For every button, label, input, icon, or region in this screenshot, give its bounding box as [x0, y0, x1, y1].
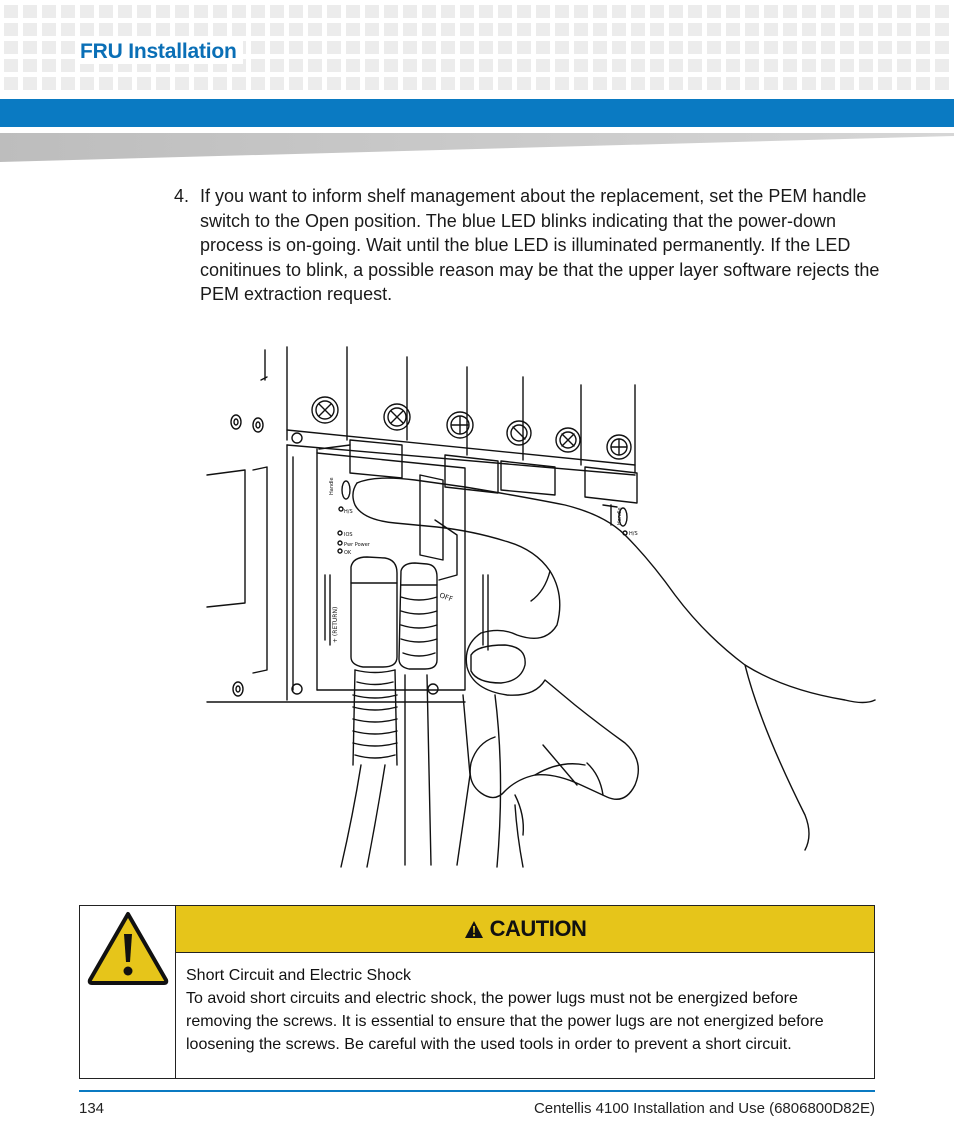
- pattern-square: [99, 23, 113, 36]
- pattern-square: [498, 23, 512, 36]
- header-gray-wedge: [0, 130, 954, 164]
- pattern-square: [270, 59, 284, 72]
- pattern-square: [840, 59, 854, 72]
- pattern-square: [935, 23, 949, 36]
- pattern-square: [61, 77, 75, 90]
- pattern-square: [327, 59, 341, 72]
- pattern-square: [422, 5, 436, 18]
- pattern-square: [555, 5, 569, 18]
- pattern-square: [536, 59, 550, 72]
- pattern-square: [517, 23, 531, 36]
- pattern-square: [346, 41, 360, 54]
- pattern-square: [707, 77, 721, 90]
- footer-rule: [79, 1090, 875, 1092]
- pattern-square: [441, 23, 455, 36]
- pattern-square: [23, 59, 37, 72]
- pattern-square: [23, 77, 37, 90]
- pattern-square: [4, 41, 18, 54]
- pattern-square: [384, 41, 398, 54]
- pattern-square: [935, 77, 949, 90]
- pattern-square: [574, 5, 588, 18]
- pattern-square: [346, 5, 360, 18]
- pattern-square: [897, 41, 911, 54]
- pattern-square: [536, 77, 550, 90]
- pattern-square: [327, 5, 341, 18]
- pattern-square: [175, 23, 189, 36]
- caution-icon-cell: [80, 906, 176, 1078]
- pattern-square: [859, 77, 873, 90]
- pattern-square: [650, 59, 664, 72]
- pattern-square: [612, 23, 626, 36]
- pattern-square: [327, 41, 341, 54]
- pattern-square: [365, 23, 379, 36]
- pattern-square: [498, 5, 512, 18]
- pattern-square: [631, 23, 645, 36]
- document-title: Centellis 4100 Installation and Use (6806800D82E): [533, 1100, 875, 1117]
- pattern-square: [688, 41, 702, 54]
- pattern-square: [897, 23, 911, 36]
- pattern-square: [194, 23, 208, 36]
- pattern-square: [384, 59, 398, 72]
- pattern-square: [916, 77, 930, 90]
- pattern-square: [878, 5, 892, 18]
- pattern-square: [308, 77, 322, 90]
- ok-label: OK: [344, 550, 352, 556]
- pattern-square: [897, 5, 911, 18]
- pattern-square: [726, 41, 740, 54]
- pattern-square: [327, 77, 341, 90]
- pattern-square: [764, 77, 778, 90]
- pattern-square: [840, 41, 854, 54]
- pattern-square: [726, 77, 740, 90]
- pattern-square: [4, 5, 18, 18]
- caution-text: To avoid short circuits and electric shock, the power lugs must not be energized before removing the screws. It is essential to ensure that the power lugs are not energized before loosening the screws. Be careful with the used tools in order to prevent a short circuit.: [186, 990, 824, 1053]
- pattern-square: [479, 41, 493, 54]
- pattern-square: [783, 5, 797, 18]
- pattern-square: [612, 77, 626, 90]
- pattern-square: [498, 59, 512, 72]
- step-text: If you want to inform shelf management about the replacement, set the PEM handle switch to the Open position. The blue LED blinks indicating that the power-down process is on-going. Wait until the blue LED is illuminated permanently. If the LED conitinues to blink, a possible reason may be that the upper layer software rejects the PEM extraction request.: [200, 186, 880, 305]
- pattern-square: [669, 59, 683, 72]
- pattern-square: [574, 41, 588, 54]
- pattern-square: [878, 59, 892, 72]
- pattern-square: [783, 41, 797, 54]
- pattern-square: [42, 23, 56, 36]
- pattern-square: [479, 59, 493, 72]
- pem-handle-illustration: [205, 345, 877, 870]
- pattern-square: [821, 77, 835, 90]
- pattern-square: [650, 23, 664, 36]
- pattern-square: [365, 41, 379, 54]
- pattern-square: [897, 59, 911, 72]
- pattern-square: [251, 41, 265, 54]
- pattern-square: [23, 41, 37, 54]
- pattern-square: [517, 59, 531, 72]
- pattern-square: [422, 23, 436, 36]
- pattern-square: [555, 23, 569, 36]
- pattern-square: [308, 5, 322, 18]
- caution-body: [186, 964, 866, 1056]
- pattern-square: [441, 41, 455, 54]
- pattern-square: [23, 23, 37, 36]
- pattern-square: [289, 77, 303, 90]
- warning-triangle-icon: [86, 910, 170, 986]
- pattern-square: [650, 77, 664, 90]
- pattern-square: [669, 5, 683, 18]
- pattern-square: [80, 5, 94, 18]
- pattern-square: [878, 41, 892, 54]
- pattern-square: [935, 5, 949, 18]
- pattern-square: [251, 77, 265, 90]
- pattern-square: [916, 59, 930, 72]
- pattern-square: [460, 5, 474, 18]
- pattern-square: [802, 41, 816, 54]
- pattern-square: [384, 5, 398, 18]
- pattern-square: [707, 41, 721, 54]
- pattern-square: [460, 41, 474, 54]
- pattern-square: [859, 59, 873, 72]
- pattern-square: [536, 23, 550, 36]
- pattern-square: [175, 77, 189, 90]
- handle-label: Handle: [329, 477, 335, 495]
- pattern-square: [194, 77, 208, 90]
- pattern-square: [764, 5, 778, 18]
- pattern-square: [441, 77, 455, 90]
- pattern-square: [897, 77, 911, 90]
- pattern-square: [99, 77, 113, 90]
- pattern-square: [726, 59, 740, 72]
- hs-label: H/S: [344, 509, 353, 515]
- caution-notice: [79, 905, 875, 1079]
- pattern-square: [707, 59, 721, 72]
- pattern-square: [403, 5, 417, 18]
- pattern-square: [745, 59, 759, 72]
- pattern-square: [346, 59, 360, 72]
- pattern-square: [327, 23, 341, 36]
- pattern-square: [669, 41, 683, 54]
- pattern-square: [460, 59, 474, 72]
- pattern-square: [118, 23, 132, 36]
- pattern-square: [232, 23, 246, 36]
- pattern-square: [194, 5, 208, 18]
- pattern-square: [156, 5, 170, 18]
- pattern-square: [878, 77, 892, 90]
- pattern-square: [251, 23, 265, 36]
- pattern-square: [403, 77, 417, 90]
- pattern-square: [175, 5, 189, 18]
- pattern-square: [479, 77, 493, 90]
- return-label: + (RETURN): [332, 606, 339, 643]
- pattern-square: [821, 59, 835, 72]
- pattern-square: [61, 5, 75, 18]
- pattern-square: [669, 77, 683, 90]
- pattern-square: [764, 23, 778, 36]
- pattern-square: [422, 41, 436, 54]
- pattern-square: [555, 77, 569, 90]
- caution-banner: [176, 906, 874, 953]
- pattern-square: [555, 59, 569, 72]
- pattern-square: [593, 77, 607, 90]
- pattern-square: [745, 23, 759, 36]
- pattern-square: [42, 41, 56, 54]
- pattern-square: [593, 23, 607, 36]
- pattern-square: [422, 59, 436, 72]
- page-number: 134: [79, 1100, 105, 1117]
- pattern-square: [308, 23, 322, 36]
- pattern-square: [840, 77, 854, 90]
- pattern-square: [802, 5, 816, 18]
- pattern-square: [42, 59, 56, 72]
- pattern-square: [821, 23, 835, 36]
- pattern-square: [593, 59, 607, 72]
- pattern-square: [612, 41, 626, 54]
- pattern-square: [61, 59, 75, 72]
- pattern-square: [916, 41, 930, 54]
- pattern-square: [346, 77, 360, 90]
- pattern-square: [137, 23, 151, 36]
- handle-label-right: Handle: [617, 507, 623, 525]
- pattern-square: [840, 5, 854, 18]
- pattern-square: [593, 5, 607, 18]
- header-blue-bar: [0, 99, 954, 127]
- step-item: [174, 184, 884, 307]
- pattern-square: [479, 5, 493, 18]
- pattern-square: [441, 59, 455, 72]
- hs-label-right: H/S: [629, 531, 638, 537]
- pattern-square: [726, 23, 740, 36]
- pattern-square: [213, 5, 227, 18]
- pattern-square: [517, 5, 531, 18]
- pattern-square: [498, 77, 512, 90]
- pattern-square: [308, 41, 322, 54]
- pattern-square: [270, 5, 284, 18]
- pattern-square: [498, 41, 512, 54]
- pattern-square: [574, 59, 588, 72]
- pattern-square: [308, 59, 322, 72]
- pattern-square: [61, 41, 75, 54]
- section-title: FRU Installation: [78, 40, 243, 64]
- caution-small-triangle-icon: [464, 920, 484, 939]
- pattern-square: [650, 41, 664, 54]
- pattern-square: [99, 5, 113, 18]
- pattern-square: [631, 77, 645, 90]
- pattern-square: [42, 5, 56, 18]
- pattern-square: [555, 41, 569, 54]
- pattern-square: [612, 59, 626, 72]
- pattern-square: [156, 77, 170, 90]
- pattern-square: [935, 41, 949, 54]
- pattern-square: [688, 5, 702, 18]
- pattern-square: [365, 77, 379, 90]
- pattern-square: [707, 5, 721, 18]
- pattern-square: [118, 5, 132, 18]
- pattern-square: [61, 23, 75, 36]
- pattern-square: [517, 77, 531, 90]
- pattern-square: [289, 5, 303, 18]
- pattern-square: [574, 77, 588, 90]
- pattern-square: [441, 5, 455, 18]
- pattern-square: [365, 59, 379, 72]
- pattern-square: [80, 23, 94, 36]
- pattern-square: [536, 5, 550, 18]
- pattern-square: [745, 5, 759, 18]
- pattern-square: [346, 23, 360, 36]
- pattern-square: [289, 23, 303, 36]
- pattern-square: [137, 77, 151, 90]
- pattern-square: [935, 59, 949, 72]
- pattern-square: [422, 77, 436, 90]
- pattern-square: [460, 77, 474, 90]
- pattern-square: [916, 5, 930, 18]
- pattern-square: [4, 77, 18, 90]
- pattern-square: [4, 23, 18, 36]
- pattern-square: [403, 59, 417, 72]
- pattern-square: [688, 77, 702, 90]
- pattern-square: [840, 23, 854, 36]
- pattern-square: [42, 77, 56, 90]
- caution-label: CAUTION: [489, 916, 587, 941]
- pwr-label: Pwr Power: [344, 542, 370, 548]
- pattern-square: [384, 23, 398, 36]
- pattern-square: [270, 41, 284, 54]
- pattern-square: [859, 5, 873, 18]
- pattern-square: [289, 59, 303, 72]
- pattern-square: [859, 41, 873, 54]
- pattern-square: [213, 23, 227, 36]
- pattern-square: [688, 59, 702, 72]
- pattern-square: [764, 59, 778, 72]
- pattern-square: [688, 23, 702, 36]
- pattern-square: [479, 23, 493, 36]
- pattern-square: [821, 5, 835, 18]
- pattern-square: [916, 23, 930, 36]
- pattern-square: [289, 41, 303, 54]
- pattern-square: [859, 23, 873, 36]
- pattern-square: [460, 23, 474, 36]
- pattern-square: [783, 59, 797, 72]
- pattern-square: [802, 77, 816, 90]
- pattern-square: [137, 5, 151, 18]
- pattern-square: [4, 59, 18, 72]
- off-label: OFF: [438, 591, 454, 604]
- pattern-square: [365, 5, 379, 18]
- pattern-square: [232, 77, 246, 90]
- pattern-square: [631, 59, 645, 72]
- step-number: 4.: [174, 186, 190, 206]
- pattern-square: [403, 41, 417, 54]
- pattern-square: [726, 5, 740, 18]
- pattern-square: [251, 59, 265, 72]
- pattern-square: [213, 77, 227, 90]
- pattern-square: [574, 23, 588, 36]
- pattern-square: [707, 23, 721, 36]
- caution-heading: Short Circuit and Electric Shock: [186, 967, 411, 984]
- pattern-square: [631, 5, 645, 18]
- pattern-square: [23, 5, 37, 18]
- pattern-square: [650, 5, 664, 18]
- pattern-square: [80, 77, 94, 90]
- pattern-square: [669, 23, 683, 36]
- pattern-square: [156, 23, 170, 36]
- pattern-square: [232, 5, 246, 18]
- pattern-square: [745, 77, 759, 90]
- pattern-square: [251, 5, 265, 18]
- ios-label: IOS: [344, 532, 353, 538]
- pattern-square: [802, 59, 816, 72]
- pattern-square: [270, 77, 284, 90]
- pattern-square: [403, 23, 417, 36]
- pattern-square: [764, 41, 778, 54]
- pattern-square: [270, 23, 284, 36]
- pattern-square: [631, 41, 645, 54]
- pattern-square: [593, 41, 607, 54]
- pattern-square: [878, 23, 892, 36]
- pattern-square: [612, 5, 626, 18]
- pattern-square: [783, 23, 797, 36]
- pattern-square: [802, 23, 816, 36]
- pattern-square: [821, 41, 835, 54]
- pattern-square: [517, 41, 531, 54]
- pattern-square: [384, 77, 398, 90]
- pattern-square: [536, 41, 550, 54]
- pattern-square: [118, 77, 132, 90]
- screw-icon: [312, 397, 631, 459]
- pattern-square: [783, 77, 797, 90]
- pattern-square: [745, 41, 759, 54]
